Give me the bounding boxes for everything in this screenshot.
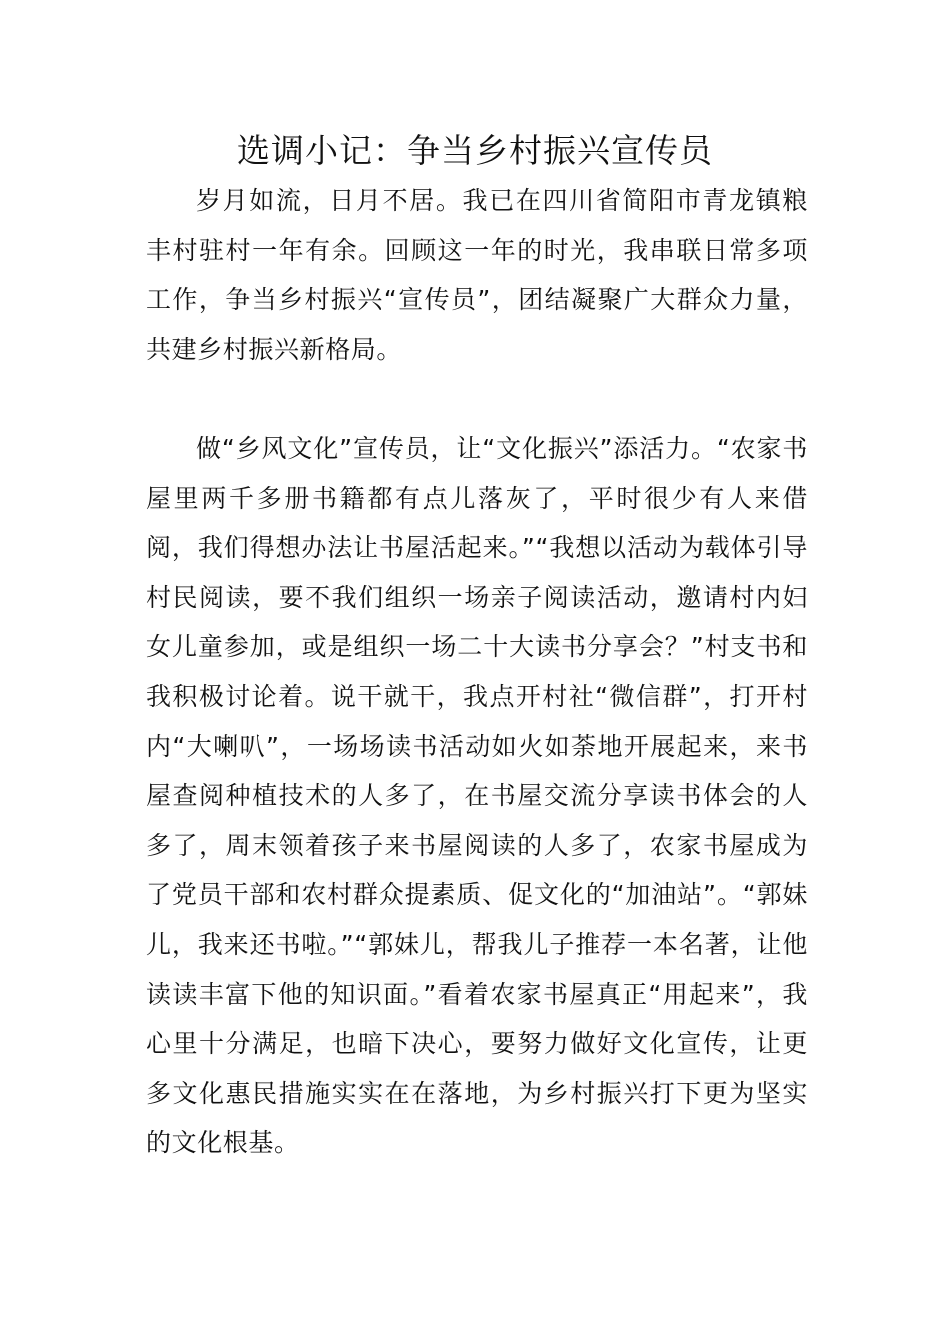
paragraph-intro: 岁月如流，日月不居。我已在四川省简阳市青龙镇粮丰村驻村一年有余。回顾这一年的时光，我串联日常多项工作，争当乡村振兴“宣传员”，团结凝聚广大群众力量，共建乡村振兴新格局。 xyxy=(146,186,808,364)
paragraph-culture: 做“乡风文化”宣传员，让“文化振兴”添活力。“农家书屋里两千多册书籍都有点儿落灰了，平时很少有人来借阅，我们得想办法让书屋活起来。”“我想以活动为载体引导村民阅读，要不我们组织一场亲子阅读活动，邀请村内妇女儿童参加，或是组织一场二十大读书分享会？”村支书和我积极讨论着。说干就干，我点开村社“微信群”，打开村内“大喇叭”，一场场读书活动如火如荼地开展起来，来书屋查阅种植技术的人多了，在书屋交流分享读书体会的人多了，周末领着孩子来书屋阅读的人多了，农家书屋成为了党员干部和农村群众提素质、促文化的“加油站”。“郭妹儿，我来还书啦。”“郭妹儿，帮我儿子推荐一本名著，让他读读丰富下他的知识面。”看着农家书屋真正“用起来”，我心里十分满足，也暗下决心，要努力做好文化宣传，让更多文化惠民措施实实在在落地，为乡村振兴打下更为坚实的文化根基。 xyxy=(146,434,808,1158)
document-title: 选调小记：争当乡村振兴宣传员 xyxy=(237,131,713,170)
